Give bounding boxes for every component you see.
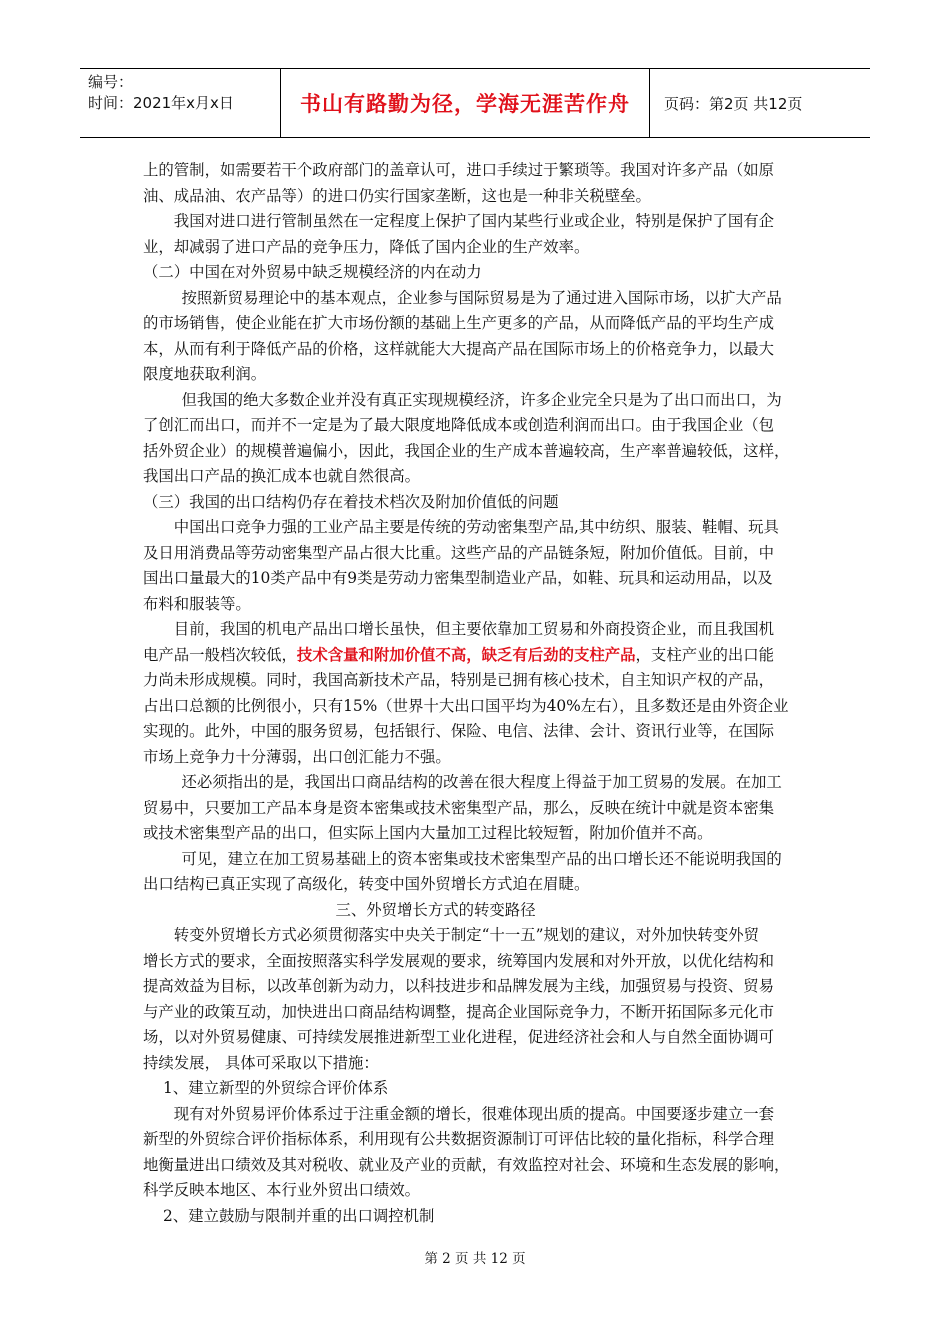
body-text-line [143,286,807,312]
body-text: 增长方式的要求，全面按照落实科学发展观的要求，统筹国内发展和对外开放，以优化结构和 [143,951,775,970]
body-text-line [143,1000,807,1026]
document-body [143,158,807,1229]
body-text: 布料和服装等。 [143,594,251,613]
body-text: 可见，建立在加工贸易基础上的资本密集或技术密集型产品的出口增长还不能说明我国的 [181,849,782,868]
header-page-code: 页码：第2页 共12页 [664,94,803,113]
body-text: 国出口量最大的10类产品中有9类是劳动力密集型制造业产品，如鞋、玩具和运动用品，以及 [143,569,773,587]
body-text: 括外贸企业）的规模普遍偏小，因此，我国企业的生产成本普遍较高，生产率普遍较低，这样， [143,441,790,460]
body-text: 及日用消费品等劳动密集型产品占很大比重。这些产品的产品链条短，附加价值低。目前，中 [143,543,775,562]
body-text: 我国出口产品的换汇成本也就自然很高。 [143,467,421,485]
body-text-line [143,872,807,898]
body-text-line [143,184,807,210]
body-text: 了创汇而出口，而并不一定是为了最大限度地降低成本或创造利润而出口。由于我国企业（包 [143,416,775,434]
body-text-line [143,566,807,592]
body-text-line [143,719,807,745]
body-text: （二）中国在对外贸易中缺乏规模经济的内在动力 [143,263,482,281]
body-text: 科学反映本地区、本行业外贸出口绩效。 [143,1181,421,1199]
body-text: （三）我国的出口结构仍存在着技术档次及附加价值低的问题 [143,492,559,511]
body-text-line [143,158,807,184]
body-text-line [143,617,807,643]
body-text: 按照新贸易理论中的基本观点，企业参与国际贸易是为了通过进入国际市场，以扩大产品 [181,288,782,307]
body-text-line [143,439,807,465]
document-number-label: 编号： [88,73,134,91]
body-text-line [143,1102,807,1128]
body-text: 实现的。此外，中国的服务贸易，包括银行、保险、电信、法律、会计、资讯行业等，在国际 [143,722,775,740]
document-time-label: 时间：2021年x月x日 [88,94,234,112]
body-text: 或技术密集型产品的出口，但实际上国内大量加工过程比较短暂，附加价值并不高。 [143,824,713,842]
body-text: 本，从而有利于降低产品的价格，这样就能大大提高产品在国际市场上的价格竞争力，以最大 [143,339,775,358]
body-text: 场，以对外贸易健康、可持续发展推进新型工业化进程，促进经济社会和人与自然全面协调可 [143,1028,775,1046]
body-text-line [143,898,807,924]
body-text-line [143,745,807,771]
body-text-line [143,694,807,720]
body-text: 市场上竞争力十分薄弱，出口创汇能力不强。 [143,747,451,766]
body-text: 但我国的绝大多数企业并没有真正实现规模经济，许多企业完全只是为了出口而出口，为 [181,390,782,409]
body-text: 新型的外贸综合评价指标体系，利用现有公共数据资源制订可评估比较的量化指标，科学合理 [143,1130,775,1148]
body-text: 油、成品油、农产品等）的进口仍实行国家垄断，这也是一种非关税壁垒。 [143,186,651,205]
body-text: 提高效益为目标，以改革创新为动力，以科技进步和品牌发展为主线，加强贸易与投资、贸易 [143,977,775,995]
body-text: 2、建立鼓励与限制并重的出口调控机制 [163,1206,435,1225]
body-text-line [143,337,807,363]
body-text-line [143,1076,807,1102]
body-text-line [143,770,807,796]
body-text: 贸易中，只要加工产品本身是资本密集或技术密集型产品，那么，反映在统计中就是资本密集 [143,798,775,817]
body-text-line [143,235,807,261]
body-text: 现有对外贸易评价体系过于注重金额的增长，很难体现出质的提高。中国要逐步建立一套 [173,1104,775,1123]
body-text: 业，却减弱了进口产品的竞争压力，降低了国内企业的生产效率。 [143,237,590,256]
body-text-line [143,311,807,337]
page-header [80,68,870,138]
body-text-line [143,1204,807,1230]
body-text: 转变外贸增长方式必须贯彻落实中央关于制定“十一五”规划的建议，对外加快转变外贸 [173,926,759,944]
body-text-line [143,821,807,847]
body-text-line [143,796,807,822]
body-text-line [143,388,807,414]
body-text: 持续发展， 具体可采取以下措施： [143,1053,379,1072]
body-text: 出口结构已真正实现了高级化，转变中国外贸增长方式迫在眉睫。 [143,875,590,893]
highlighted-text: 技术含量和附加价值不高，缺乏有后劲的支柱产品 [296,645,636,664]
body-text: 限度地获取利润。 [143,365,267,383]
body-text-line [143,541,807,567]
body-text-line [143,260,807,286]
body-text: 三、外贸增长方式的转变路径 [335,900,536,919]
body-text-line [143,592,807,618]
body-text: 中国出口竞争力强的工业产品主要是传统的劳动密集型产品,其中纺织、服装、鞋帽、玩具 [173,518,779,536]
body-text-line [143,490,807,516]
body-text: 与产业的政策互动，加快进出口商品结构调整，提高企业国际竞争力，不断开拓国际多元化市 [143,1002,775,1021]
body-text-line [143,668,807,694]
body-text: 力尚未形成规模。同时，我国高新技术产品，特别是已拥有核心技术，自主知识产权的产品， [143,671,775,689]
body-text-line [143,1127,807,1153]
body-text-line [143,643,807,669]
body-text-line [143,1178,807,1204]
body-text: 的市场销售，使企业能在扩大市场份额的基础上生产更多的产品，从而降低产品的平均生产成 [143,314,775,332]
body-text-line [143,209,807,235]
body-text-line [143,1051,807,1077]
body-text: 上的管制，如需要若干个政府部门的盖章认可，进口手续过于繁琐等。我国对许多产品（如原 [143,161,775,179]
page-footer: 第 2 页 共 12 页 [424,1251,526,1267]
body-text: 占出口总额的比例很小，只有15%（世界十大出口国平均为40%左右），且多数还是由外资企业 [143,696,789,715]
body-text: 我国对进口进行管制虽然在一定程度上保护了国内某些行业或企业，特别是保护了国有企 [173,212,775,230]
body-text: ，支柱产业的出口能 [635,645,775,664]
header-motto: 书山有路勤为径，学海无涯苦作舟 [281,69,650,137]
body-text: 地衡量进出口绩效及其对税收、就业及产业的贡献，有效监控对社会、环境和生态发展的影响， [143,1155,790,1174]
body-text-line [143,1153,807,1179]
body-text: 还必须指出的是，我国出口商品结构的改善在很大程度上得益于加工贸易的发展。在加工 [181,773,782,791]
body-text: 目前，我国的机电产品出口增长虽快，但主要依靠加工贸易和外商投资企业，而且我国机 [173,620,775,638]
body-text-line [143,923,807,949]
body-text-line [143,847,807,873]
body-text: 电产品一般档次较低， [143,645,297,664]
body-text-line [143,362,807,388]
body-text-line [143,413,807,439]
body-text-line [143,1025,807,1051]
body-text-line [143,974,807,1000]
body-text-line [143,464,807,490]
body-text-line [143,515,807,541]
body-text: 1、建立新型的外贸综合评价体系 [163,1079,389,1097]
body-text-line [143,949,807,975]
header-info [80,69,281,137]
